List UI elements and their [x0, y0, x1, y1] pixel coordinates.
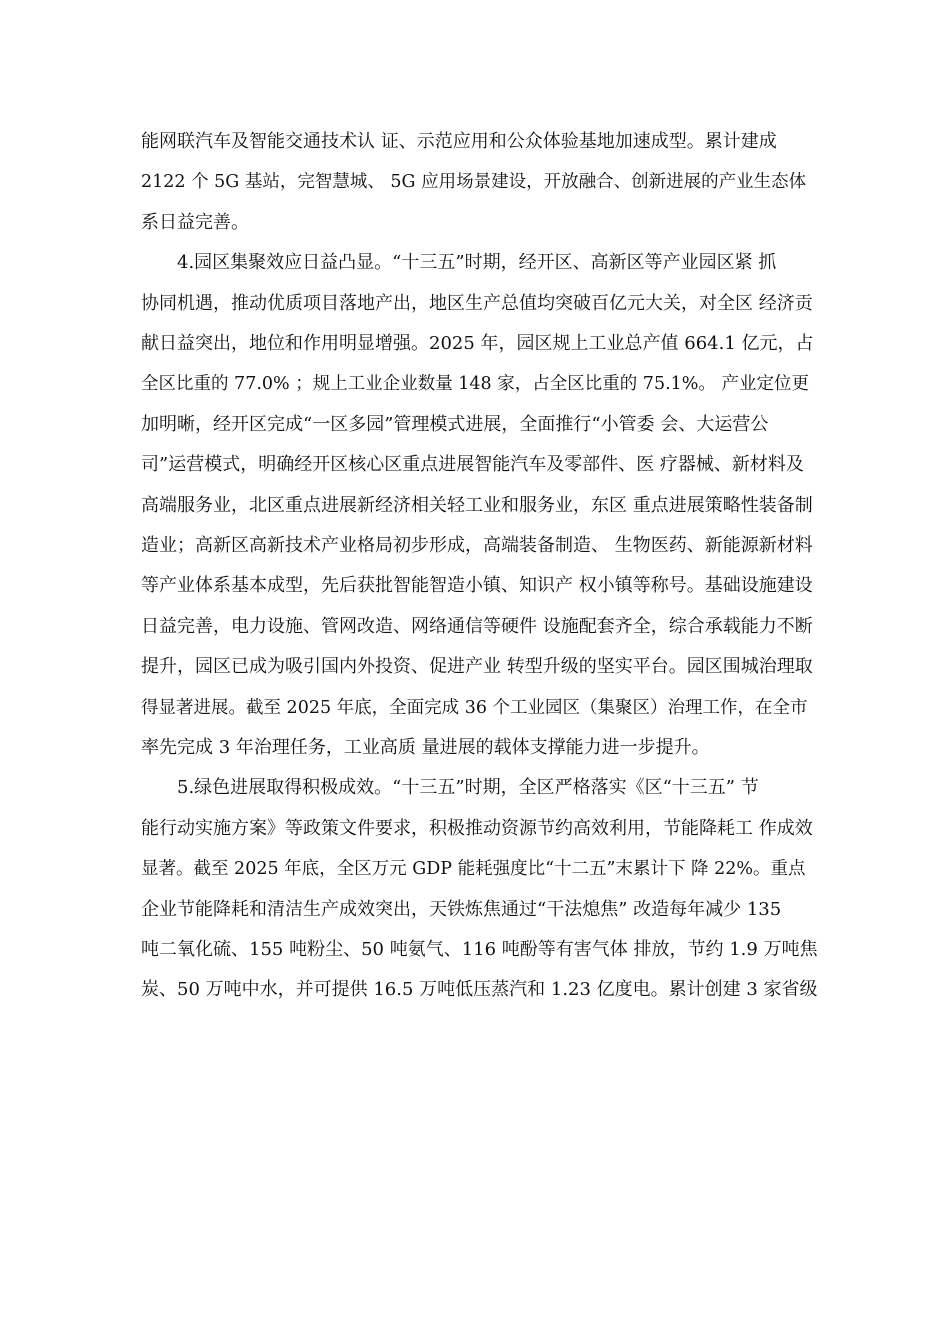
- text-line: 2122 个 5G 基站，完智慧城、 5G 应用场景建设，开放融合、创新进展的产业生态体: [141, 172, 807, 192]
- text-line: 协同机遇，推动优质项目落地产出，地区生产总值均突破百亿元大关，对全区 经济贡: [141, 293, 813, 314]
- text-line: 等产业体系基本成型，先后获批智能智造小镇、知识产 权小镇等称号。基础设施建设: [141, 575, 813, 596]
- text-line: 能行动实施方案》等政策文件要求，积极推动资源节约高效利用，节能降耗工 作成效: [141, 818, 813, 839]
- text-line: 显著。截至 2025 年底，全区万元 GDP 能耗强度比“十二五”末累计下 降 22%。重点: [141, 859, 806, 879]
- text-line: 高端服务业，北区重点进展新经济相关轻工业和服务业，东区 重点进展策略性装备制: [141, 495, 813, 516]
- text-line: 企业节能降耗和清洁生产成效突出，天铁炼焦通过“干法熄焦” 改造每年减少 135: [141, 899, 782, 920]
- paragraph-start-line: 4.园区集聚效应日益凸显。“十三五”时期，经开区、高新区等产业园区紧 抓: [177, 252, 777, 273]
- text-line: 能网联汽车及智能交通技术认 证、示范应用和公众体验基地加速成型。累计建成: [141, 131, 777, 152]
- text-line: 日益完善，电力设施、管网改造、网络通信等硬件 设施配套齐全，综合承载能力不断: [141, 616, 813, 637]
- text-line: 提升，园区已成为吸引国内外投资、促进产业 转型升级的坚实平台。园区围城治理取: [141, 656, 813, 677]
- paragraph-start-line: 5.绿色进展取得积极成效。“十三五”时期，全区严格落实《区“十三五” 节: [177, 777, 759, 798]
- text-line: 司”运营模式，明确经开区核心区重点进展智能汽车及零部件、医 疗器械、新材料及: [141, 454, 804, 475]
- text-line: 率先完成 3 年治理任务，工业高质 量进展的载体支撑能力进一步提升。: [141, 737, 710, 758]
- text-line: 系日益完善。: [141, 212, 249, 233]
- text-line: 加明晰，经开区完成“一区多园”管理模式进展，全面推行“小管委 会、大运营公: [141, 414, 769, 435]
- text-line: 造业；高新区高新技术产业格局初步形成，高端装备制造、 生物医药、新能源新材料: [141, 535, 813, 556]
- text-line: 吨二氧化硫、155 吨粉尘、50 吨氨气、116 吨酚等有害气体 排放，节约 1.9 万吨焦: [141, 939, 818, 960]
- text-line: 献日益突出，地位和作用明显增强。2025 年，园区规上工业总产值 664.1 亿元，占: [141, 333, 814, 354]
- text-line: 全区比重的 77.0% ；规上工业企业数量 148 家，占全区比重的 75.1%。 产业定位更: [141, 374, 809, 394]
- text-line: 得显著进展。截至 2025 年底，全面完成 36 个工业园区（集聚区）治理工作，在全市: [141, 698, 808, 718]
- text-line: 炭、50 万吨中水，并可提供 16.5 万吨低压蒸汽和 1.23 亿度电。累计创建 3 家省级: [141, 979, 818, 1000]
